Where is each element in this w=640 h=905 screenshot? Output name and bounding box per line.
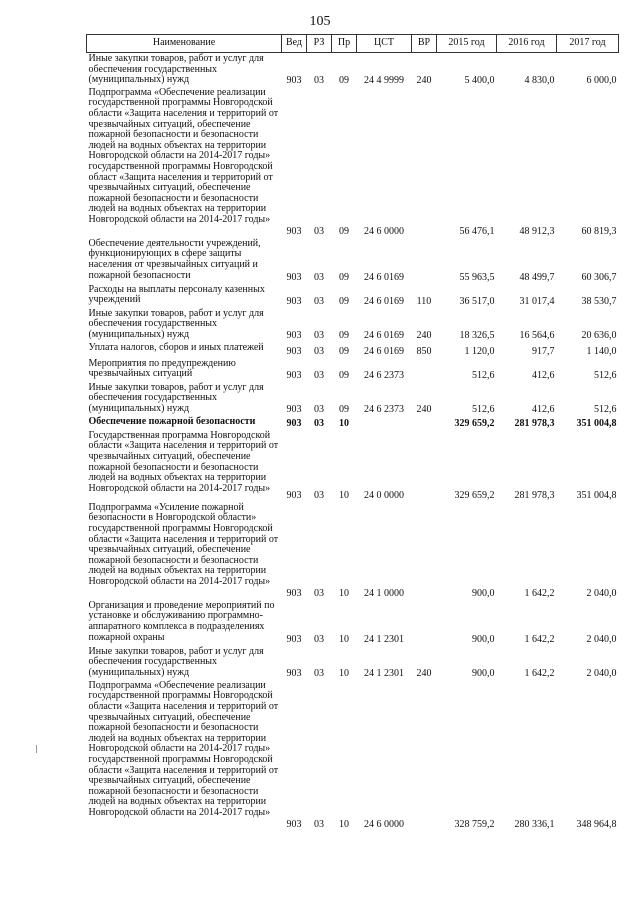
cell-pr: 09	[339, 296, 349, 308]
cell-rz: 03	[314, 346, 324, 358]
cell-pr: 09	[339, 370, 349, 382]
cell-rz: 03	[314, 668, 324, 680]
table-row	[87, 502, 619, 600]
cell-pr: 09	[339, 226, 349, 238]
cell-cst: 24 1 2301	[364, 668, 404, 680]
cell-ved: 903	[286, 490, 302, 502]
cell-2015: 512,6	[472, 404, 495, 416]
cell-ved: 903	[286, 588, 302, 600]
cell-pr: 09	[339, 404, 349, 416]
cell-2015: 329 659,2	[454, 418, 495, 430]
cell-pr: 10	[339, 588, 349, 600]
cell-rz: 03	[314, 490, 324, 502]
table-row	[87, 680, 619, 831]
cell-2017: 348 964,8	[576, 819, 617, 831]
table-row	[87, 416, 619, 430]
table-body	[87, 53, 619, 831]
cell-2016: 412,6	[532, 370, 555, 382]
cell-name: Подпрограмма «Обеспечение реализации государственной программы Новгородской области «Защита населения и территорий от чрезвычайных ситуаций, обеспечение пожарной безопасности и безопасности людей на водных объектах на территории Новгородской области на 2014-2017 годы» государственной программы Новгородской области «Защита населения и территорий от чрезвычайных ситуаций, обеспечение пожарной безопасности и безопасности людей на водных объектах на территории Новгородской области на 2014-2017 годы»	[88, 679, 279, 818]
cell-2015: 1 120,0	[464, 346, 495, 358]
cell-2017: 351 004,8	[576, 490, 617, 502]
cell-vr: 240	[416, 668, 432, 680]
cell-cst: 24 1 0000	[364, 588, 404, 600]
cell-rz: 03	[314, 330, 324, 342]
cell-2016: 48 912,3	[519, 226, 555, 238]
cell-2015: 55 963,5	[459, 272, 495, 284]
cell-name: Государственная программа Новгородской области «Защита населения и территорий от чрезвычайных ситуаций, обеспечение пожарной безопасности и безопасности людей на водных объектах на территории Новгородской области на 2014-2017 годы»	[88, 429, 279, 494]
cell-vr	[412, 416, 437, 430]
cell-name: Иные закупки товаров, работ и услуг для обеспечения государственных (муниципальных) нужд	[88, 381, 264, 414]
budget-table	[86, 34, 619, 831]
cell-2015: 5 400,0	[464, 75, 495, 87]
cell-vr	[412, 238, 437, 284]
cell-2015: 18 326,5	[459, 330, 495, 342]
cell-rz: 03	[314, 418, 324, 430]
cell-ved: 903	[286, 404, 302, 416]
cell-2016: 1 642,2	[524, 668, 555, 680]
cell-2015: 512,6	[472, 370, 495, 382]
cell-2016: 281 978,3	[514, 490, 555, 502]
cell-vr	[412, 87, 437, 238]
table-row	[87, 53, 619, 87]
cell-pr: 09	[339, 346, 349, 358]
cell-2017: 512,6	[594, 404, 617, 416]
cell-2015: 329 659,2	[454, 490, 495, 502]
table-row	[87, 430, 619, 502]
cell-2017: 2 040,0	[586, 634, 617, 646]
cell-vr: 850	[416, 346, 432, 358]
cell-name: Организация и проведение мероприятий по установке и обслуживанию программно-аппаратного комплекса в подразделениях пожарной охраны	[88, 599, 275, 643]
cell-2016: 1 642,2	[524, 634, 555, 646]
page-number: 105	[309, 14, 331, 29]
cell-ved: 903	[286, 330, 302, 342]
cell-pr: 09	[339, 330, 349, 342]
cell-2015: 36 517,0	[459, 296, 495, 308]
table-row	[87, 646, 619, 680]
header-2017: 2017 год	[557, 35, 619, 53]
cell-rz: 03	[314, 404, 324, 416]
table-row	[87, 342, 619, 358]
header-rz: РЗ	[307, 35, 332, 53]
cell-vr: 240	[416, 75, 432, 87]
header-name: Наименование	[87, 35, 282, 53]
cell-2016: 917,7	[532, 346, 555, 358]
table-row	[87, 87, 619, 238]
cell-2016: 280 336,1	[514, 819, 555, 831]
cell-ved: 903	[286, 370, 302, 382]
cell-pr: 10	[339, 819, 349, 831]
cell-2015: 900,0	[472, 634, 495, 646]
cell-2017: 1 140,0	[586, 346, 617, 358]
cell-ved: 903	[286, 226, 302, 238]
table-row	[87, 358, 619, 382]
cell-vr: 110	[416, 296, 432, 308]
cell-2017: 512,6	[594, 370, 617, 382]
cell-name: Мероприятия по предупреждению чрезвычайных ситуаций	[88, 357, 236, 380]
cell-cst: 24 6 0169	[364, 272, 404, 284]
cell-name: Обеспечение деятельности учреждений, функционирующих в сфере защиты населения от чрезвычайных ситуаций и пожарной безопасности	[88, 237, 261, 281]
cell-cst: 24 6 0000	[364, 819, 404, 831]
cell-rz: 03	[314, 272, 324, 284]
cell-ved: 903	[286, 634, 302, 646]
cell-cst: 24 6 0169	[364, 346, 404, 358]
header-vr: ВР	[412, 35, 437, 53]
cell-2017: 20 636,0	[581, 330, 617, 342]
table-header-row	[87, 35, 619, 53]
cell-2015: 900,0	[472, 668, 495, 680]
cell-rz: 03	[314, 370, 324, 382]
cell-name: Уплата налогов, сборов и иных платежей	[88, 341, 264, 353]
cell-2016: 48 499,7	[519, 272, 555, 284]
cell-name: Подпрограмма «Усиление пожарной безопасности в Новгородской области» государственной программы Новгородской области «Защита населения и территорий от чрезвычайных ситуаций, обеспечение пожарной безопасности и безопасности людей на водных объектах на территории Новгородской области на 2014-2017 годы»	[88, 501, 279, 587]
cell-pr: 10	[339, 490, 349, 502]
table-row	[87, 382, 619, 416]
header-2015: 2015 год	[437, 35, 497, 53]
cell-pr: 10	[339, 418, 349, 430]
cell-name: Подпрограмма «Обеспечение реализации государственной программы Новгородской области «Защита населения и территорий от чрезвычайных ситуаций, обеспечение пожарной безопасности и безопасности людей на водных объектах на территории Новгородской области на 2014-2017 годы» государственной программы Новгородской област «Защита населения и территорий от чрезвычайных ситуаций, обеспечение пожарной безопасности и безопасности людей на водных объектах на территории Новгородской области на 2014-2017 годы»	[88, 86, 279, 225]
cell-2017: 60 306,7	[581, 272, 617, 284]
cell-ved: 903	[286, 296, 302, 308]
cell-2015: 56 476,1	[459, 226, 495, 238]
cell-name: Иные закупки товаров, работ и услуг для обеспечения государственных (муниципальных) нужд	[88, 645, 264, 678]
cell-cst: 24 6 0000	[364, 226, 404, 238]
cell-name: Иные закупки товаров, работ и услуг для обеспечения государственных (муниципальных) нужд	[88, 53, 264, 86]
cell-rz: 03	[314, 819, 324, 831]
cell-rz: 03	[314, 634, 324, 646]
cell-name: Расходы на выплаты персоналу казенных учреждений	[88, 283, 265, 306]
cell-cst: 24 6 0169	[364, 330, 404, 342]
cell-vr	[412, 430, 437, 502]
table-row	[87, 238, 619, 284]
cell-cst: 24 6 2373	[364, 404, 404, 416]
cell-rz: 03	[314, 296, 324, 308]
cell-2015: 328 759,2	[454, 819, 495, 831]
cell-2017: 38 530,7	[581, 296, 617, 308]
cell-rz: 03	[314, 588, 324, 600]
cell-ved: 903	[286, 75, 302, 87]
cell-vr	[412, 600, 437, 646]
cell-cst: 24 0 0000	[364, 490, 404, 502]
cell-ved: 903	[286, 418, 302, 430]
header-ved: Вед	[282, 35, 307, 53]
cell-cst: 24 6 2373	[364, 370, 404, 382]
cell-name: Иные закупки товаров, работ и услуг для обеспечения государственных (муниципальных) нужд	[88, 307, 264, 340]
margin-mark	[36, 745, 37, 753]
cell-2015: 900,0	[472, 588, 495, 600]
cell-pr: 09	[339, 75, 349, 87]
cell-name: Обеспечение пожарной безопасности	[88, 415, 256, 427]
cell-2016: 1 642,2	[524, 588, 555, 600]
cell-2016: 412,6	[532, 404, 555, 416]
cell-vr: 240	[416, 404, 432, 416]
table-row	[87, 284, 619, 308]
cell-cst	[357, 416, 412, 430]
cell-vr	[412, 502, 437, 600]
cell-cst: 24 4 9999	[364, 75, 404, 87]
cell-vr	[412, 358, 437, 382]
cell-ved: 903	[286, 668, 302, 680]
table-row	[87, 308, 619, 342]
cell-ved: 903	[286, 346, 302, 358]
cell-2016: 16 564,6	[519, 330, 555, 342]
cell-2016: 4 830,0	[524, 75, 555, 87]
cell-pr: 09	[339, 272, 349, 284]
cell-pr: 10	[339, 668, 349, 680]
cell-2017: 2 040,0	[586, 588, 617, 600]
cell-pr: 10	[339, 634, 349, 646]
cell-vr	[412, 680, 437, 831]
header-2016: 2016 год	[497, 35, 557, 53]
table-row	[87, 600, 619, 646]
cell-cst: 24 1 2301	[364, 634, 404, 646]
cell-2017: 2 040,0	[586, 668, 617, 680]
cell-2017: 60 819,3	[581, 226, 617, 238]
cell-rz: 03	[314, 226, 324, 238]
cell-2016: 31 017,4	[519, 296, 555, 308]
cell-2017: 351 004,8	[576, 418, 617, 430]
header-pr: Пр	[332, 35, 357, 53]
cell-2016: 281 978,3	[514, 418, 555, 430]
cell-cst: 24 6 0169	[364, 296, 404, 308]
cell-vr: 240	[416, 330, 432, 342]
cell-ved: 903	[286, 272, 302, 284]
header-cst: ЦСТ	[357, 35, 412, 53]
cell-rz: 03	[314, 75, 324, 87]
cell-2017: 6 000,0	[586, 75, 617, 87]
cell-ved: 903	[286, 819, 302, 831]
